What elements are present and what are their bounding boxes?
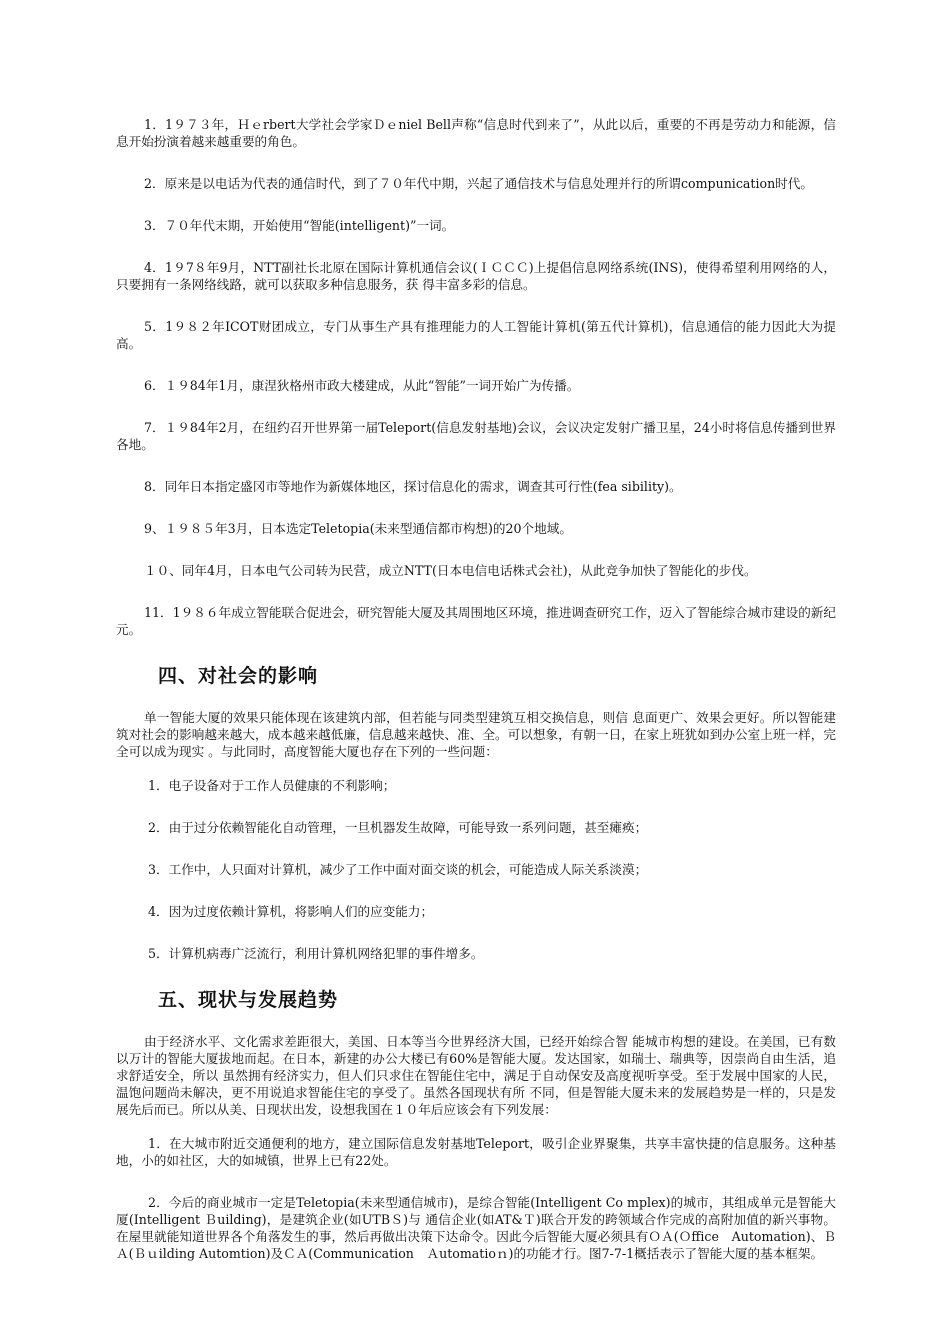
history-item-3: 3．７０年代末期，开始使用“智能(intelligent)”一词。 [144, 218, 455, 233]
section-4-item-5: 5．计算机病毒广泛流行，利用计算机网络犯罪的事件增多。 [148, 946, 484, 961]
section-5-item-1: 1．在大城市附近交通便利的地方，建立国际信息发射基地Teleport，吸引企业界聚集，共享丰富快捷的信息服务。这种基地，小的如社区，大的如城镇，世界上已有22处。 [116, 1136, 836, 1168]
history-item-9: 9、１９８５年3月，日本选定Teletopia(未来型通信都市构想)的20个地域。 [144, 521, 572, 536]
document-page [116, 116, 836, 1287]
section-4-item-2: 2．由于过分依赖智能化自动管理，一旦机器发生故障，可能导致一系列问题，甚至瘫痪； [148, 820, 648, 835]
section-4-heading: 四、对社会的影响 [158, 665, 319, 687]
section-4-intro: 单一智能大厦的效果只能体现在该建筑内部，但若能与同类型建筑互相交换信息，则信 息面更广、效果会更好。所以智能建筑对社会的影响越来越大，成本越来越低廉，信息越来越快、准、全。可以想象，有朝一日，在家上班犹如到办公室上班一样，完全可以成为现实 。与此同时，高度智能大厦也存在下列的一些问题： [116, 710, 836, 759]
section-5-item-2: 2．今后的商业城市一定是Teletopia(未来型通信城市)，是综合智能(Intelligent Co mplex)的城市，其组成单元是智能大厦(Intelligent Ｂuilding)，是建筑企业(如UTBＳ)与 通信企业(如AT&Ｔ)联合开发的跨领域合作完成的高附加值的新兴事物。在屋里就能知道世界各个角落发生的事，然后再做出决策下达命令。因此今后智能大厦必须具有ＯＡ(Ｏffice Automation)、ＢＡ(Ｂｕilding Automtion)及ＣＡ(Communication Ａutomatioｎ)的功能才行。图7-7-1概括表示了智能大厦的基本框架。 [116, 1195, 836, 1261]
history-item-1: 1．1９７３年，Ｈｅrbert大学社会学家Ｄｅniel Bell声称“信息时代到来了”，从此以后，重要的不再是劳动力和能源，信息开始扮演着越来越重要的角色。 [116, 117, 836, 149]
section-4-item-4: 4．因为过度依赖计算机，将影响人们的应变能力； [148, 904, 434, 919]
history-item-6: 6．１９84年1月，康涅狄格州市政大楼建成，从此“智能”一词开始广为传播。 [144, 378, 580, 393]
section-4-item-3: 3．工作中，人只面对计算机，减少了工作中面对面交谈的机会，可能造成人际关系淡漠； [148, 862, 648, 877]
history-item-2: 2．原来是以电话为代表的通信时代，到了７０年代中期，兴起了通信技术与信息处理并行的所谓compunication时代。 [144, 176, 813, 191]
history-item-11: 11．1９８６年成立智能联合促进会，研究智能大厦及其周围地区环境，推进调查研究工作，迈入了智能综合城市建设的新纪元。 [116, 605, 836, 637]
section-5-heading: 五、现状与发展趋势 [158, 989, 339, 1011]
history-item-8: 8．同年日本指定盛冈市等地作为新媒体地区，探讨信息化的需求，调查其可行性(fea sibility)。 [144, 479, 682, 494]
history-item-10: １０、同年4月，日本电气公司转为民营，成立NTT(日本电信电话株式会社)，从此竞争加快了智能化的步伐。 [144, 563, 757, 578]
section-5-intro: 由于经济水平、文化需求差距很大，美国、日本等当今世界经济大国，已经开始综合智 能城市构想的建设。在美国，已有数以万计的智能大厦拔地而起。在日本，新建的办公大楼已有60%是智能大厦。发达国家，如瑞士、瑞典等，因崇尚自由生活，追求舒适安全，所以 虽然拥有经济实力，但人们只求住在智能住宅中，满足于自动保安及高度视听享受。至于发展中国家的人民，温饱问题尚未解决，更不用说追求智能住宅的享受了。虽然各国现状有所 不同，但是智能大厦未来的发展趋势是一样的，只是发展先后而已。所以从美、日现状出发，设想我国在１０年后应该会有下列发展： [116, 1034, 836, 1117]
section-4-item-1: 1．电子设备对于工作人员健康的不利影响； [148, 778, 396, 793]
history-item-5: 5．1９８２年ICOT财团成立，专门从事生产具有推理能力的人工智能计算机(第五代计算机)，信息通信的能力因此大为提高。 [116, 319, 836, 351]
history-item-4: 4．1９7８年9月，NTT副社长北原在国际计算机通信会议(ＩＣＣＣ)上提倡信息网络系统(INS)，使得希望利用网络的人，只要拥有一条网络线路，就可以获取多种信息服务，获 得丰富多彩的信息。 [116, 260, 836, 292]
history-item-7: 7．１９84年2月，在纽约召开世界第一届Teleport(信息发射基地)会议，会议决定发射广播卫星，24小时将信息传播到世界各地。 [116, 420, 836, 452]
